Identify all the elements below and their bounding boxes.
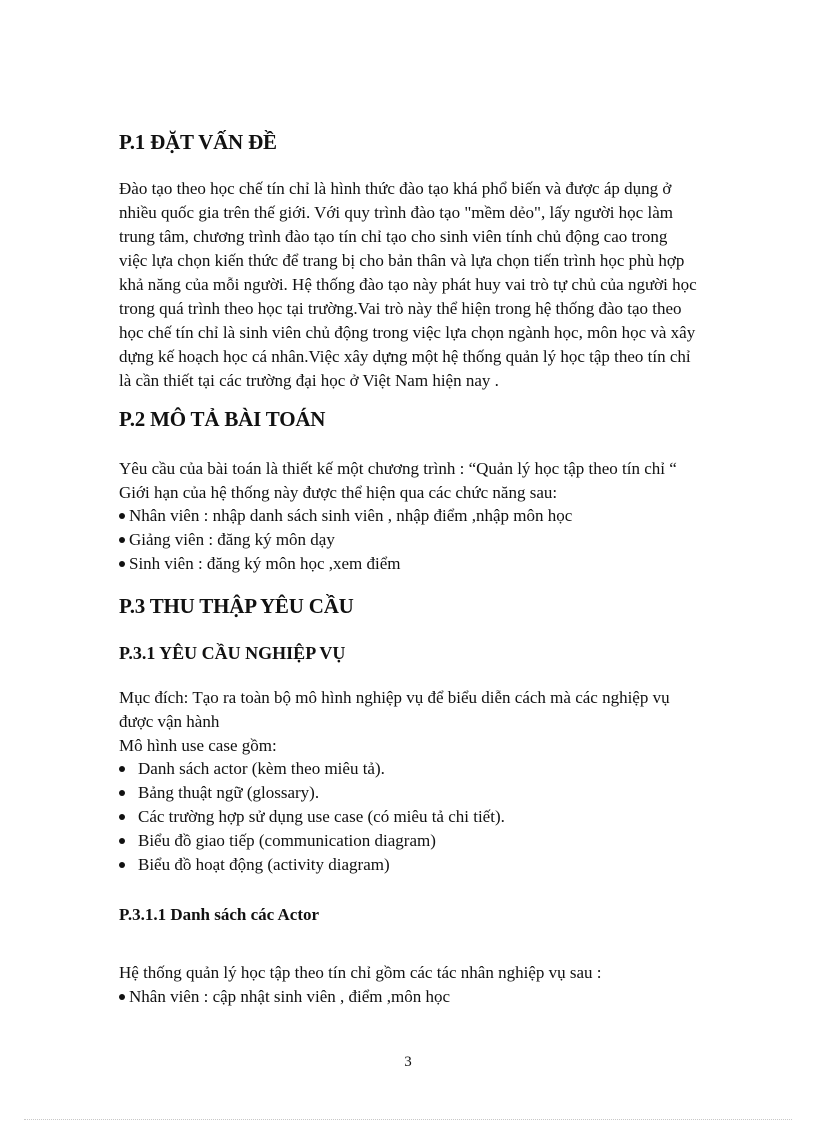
paragraph-line: trung tâm, chương trình đào tạo tín chỉ tạo cho sinh viên tính chủ động cao trong (119, 227, 668, 246)
p31-model-intro: Mô hình use case gồm: (119, 736, 277, 755)
list-item: Bảng thuật ngữ (glossary). (119, 781, 319, 805)
section-title-p2: P.2 MÔ TẢ BÀI TOÁN (119, 407, 326, 431)
bullet-icon (119, 994, 125, 1000)
p311-intro: Hệ thống quản lý học tập theo tín chỉ gồm các tác nhân nghiệp vụ sau : (119, 963, 602, 982)
p31-purpose-line-1: Mục đích: Tạo ra toàn bộ mô hình nghiệp vụ để biểu diễn cách mà các nghiệp vụ (119, 688, 670, 707)
bullet-icon (119, 561, 125, 567)
paragraph-line: là cần thiết tại các trường đại học ở Việt Nam hiện nay . (119, 371, 499, 390)
bullet-icon (119, 790, 125, 796)
bullet-icon (119, 766, 125, 772)
section-title-p3: P.3 THU THẬP YÊU CẦU (119, 594, 354, 618)
subsection-title-p31: P.3.1 YÊU CẦU NGHIỆP VỤ (119, 643, 346, 663)
list-item: Danh sách actor (kèm theo miêu tả). (119, 757, 385, 781)
paragraph-line: dựng kế hoạch học cá nhân.Việc xây dựng một hệ thống quản lý học tập theo tín chỉ (119, 347, 691, 366)
bullet-icon (119, 862, 125, 868)
bullet-icon (119, 537, 125, 543)
bullet-icon (119, 513, 125, 519)
p2-intro-line-1: Yêu cầu của bài toán là thiết kế một chương trình : “Quản lý học tập theo tín chỉ “ (119, 459, 677, 478)
list-item: Các trường hợp sử dụng use case (có miêu tả chi tiết). (119, 805, 505, 829)
list-item: Nhân viên : cập nhật sinh viên , điểm ,môn học (119, 985, 450, 1009)
list-item: Nhân viên : nhập danh sách sinh viên , nhập điểm ,nhập môn học (119, 504, 572, 528)
paragraph-line: khả năng của mỗi người. Hệ thống đào tạo này phát huy vai trò tự chủ của người học (119, 275, 697, 294)
subsection-title-p311: P.3.1.1 Danh sách các Actor (119, 905, 320, 924)
paragraph-line: trong quá trình theo học tại trường.Vai trò này thể hiện trong hệ thống đào tạo theo (119, 299, 682, 318)
p31-purpose-line-2: được vận hành (119, 712, 220, 731)
paragraph-line: nhiều quốc gia trên thế giới. Với quy trình đào tạo "mềm dẻo", lấy người học làm (119, 203, 673, 222)
page-divider (24, 1119, 792, 1120)
paragraph-line: học chế tín chỉ là sinh viên chủ động trong việc lựa chọn ngành học, môn học và xây (119, 323, 696, 342)
list-item: Giảng viên : đăng ký môn dạy (119, 528, 335, 552)
p2-intro-line-2: Giới hạn của hệ thống này được thể hiện qua các chức năng sau: (119, 483, 558, 502)
page-number: 3 (404, 1054, 412, 1070)
list-item: Biểu đồ hoạt động (activity diagram) (119, 853, 390, 877)
paragraph-line: Đào tạo theo học chế tín chỉ là hình thức đào tạo khá phổ biến và được áp dụng ở (119, 179, 672, 198)
section-title-p1: P.1 ĐẶT VẤN ĐỀ (119, 130, 277, 154)
list-item: Biểu đồ giao tiếp (communication diagram) (119, 829, 436, 853)
paragraph-line: việc lựa chọn kiến thức để trang bị cho bản thân và lựa chọn tiến trình học phù hợp (119, 251, 685, 270)
bullet-icon (119, 838, 125, 844)
bullet-icon (119, 814, 125, 820)
paragraph-p1 (119, 177, 759, 393)
list-item: Sinh viên : đăng ký môn học ,xem điểm (119, 552, 401, 576)
